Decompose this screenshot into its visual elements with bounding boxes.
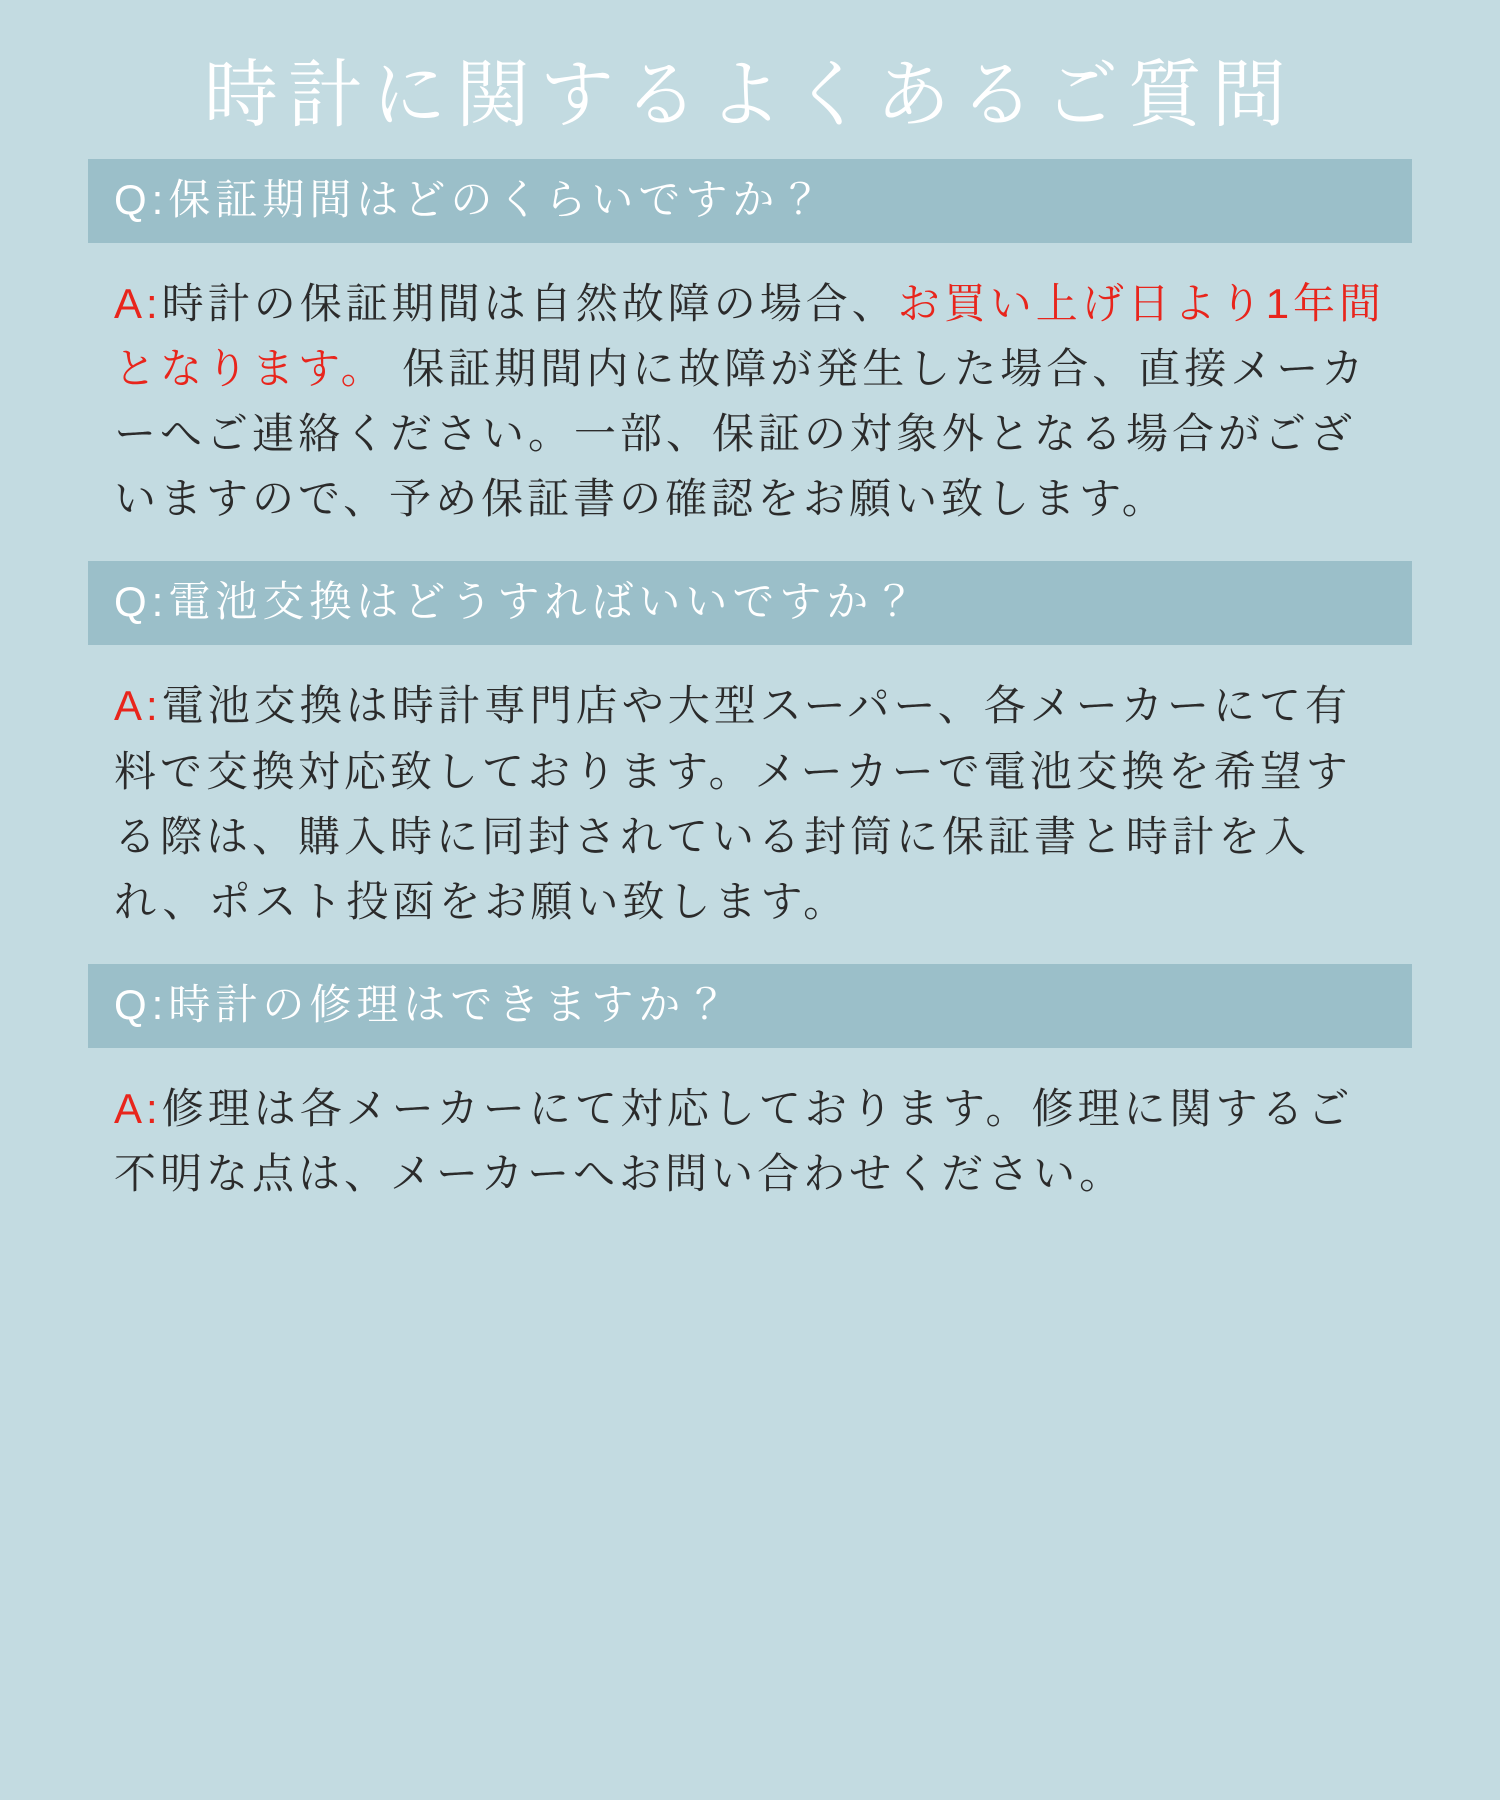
faq-question-3[interactable]: Q:時計の修理はできますか？ xyxy=(88,964,1412,1048)
answer-text-highlight: お買い上げ日より1年間となります。 xyxy=(114,280,1386,393)
faq-item xyxy=(88,964,1412,1236)
faq-question-1[interactable]: Q:保証期間はどのくらいですか？ xyxy=(88,159,1412,243)
faq-answer-3 xyxy=(88,1048,1412,1236)
answer-text-part2: 保証期間内に故障が発生した場合、直接メーカーへご連絡ください。一部、保証の対象外となる場合がございますので、予め保証書の確認をお願い致します。 xyxy=(114,345,1368,523)
answer-text-part1: 電池交換は時計専門店や大型スーパー、各メーカーにて有料で交換対応致しております。メーカーで電池交換を希望する際は、購入時に同封されている封筒に保証書と時計を入れ、ポスト投函をお願い致します。 xyxy=(114,682,1352,925)
answer-marker: A: xyxy=(114,1084,162,1132)
page-title: 時計に関するよくあるご質問 xyxy=(204,53,1296,136)
faq-item xyxy=(88,159,1412,561)
faq-answer-2 xyxy=(88,645,1412,963)
answer-text-part1: 時計の保証期間は自然故障の場合、 xyxy=(161,280,898,328)
faq-answer-1 xyxy=(88,243,1412,561)
answer-marker: A: xyxy=(114,280,162,328)
faq-question-2[interactable]: Q:電池交換はどうすればいいですか？ xyxy=(88,561,1412,645)
faq-list xyxy=(0,159,1500,1236)
answer-marker: A: xyxy=(114,682,162,730)
answer-text-part1: 修理は各メーカーにて対応しております。修理に関するご不明な点は、メーカーへお問い合わせください。 xyxy=(114,1084,1354,1197)
faq-item xyxy=(88,561,1412,963)
